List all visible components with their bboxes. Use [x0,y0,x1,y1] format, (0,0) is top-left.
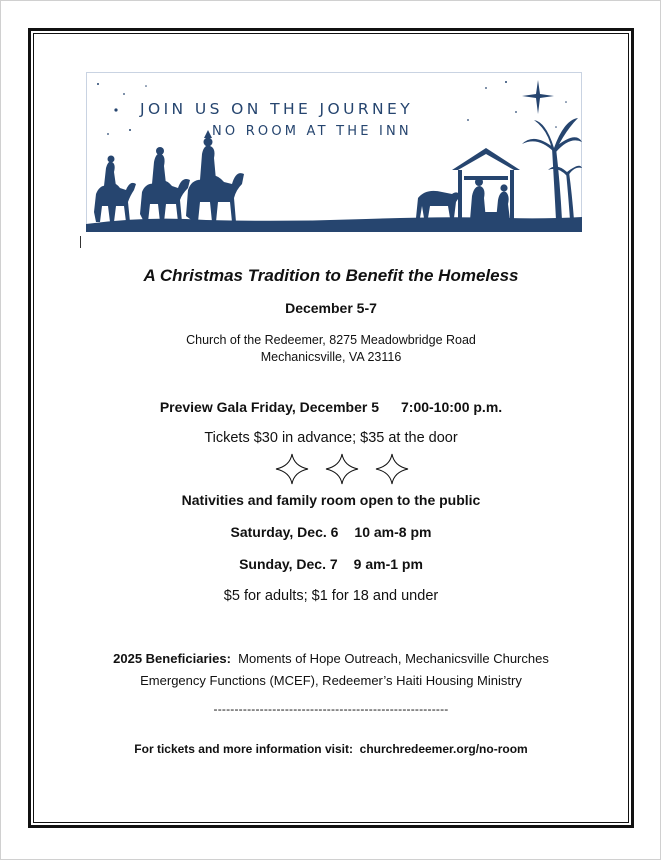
text-cursor [80,236,81,248]
banner-headline: JOIN US ON THE JOURNEY [140,100,414,118]
address-line-1: Church of the Redeemer, 8275 Meadowbridge Road [186,333,476,347]
footer-visit [34,742,628,756]
sunday-time: 9 am-1 pm [353,556,423,572]
gala-time: 7:00-10:00 p.m. [401,399,503,415]
saturday-hours [34,524,628,540]
dashed-divider: -------------------------------------------------------- [213,702,449,716]
sunday-hours [34,556,628,572]
footer-label: For tickets and more information visit: [134,742,353,756]
beneficiaries-list-1: Moments of Hope Outreach, Mechanicsville Churches [238,651,549,666]
beneficiaries-line-2: Emergency Functions (MCEF), Redeemer’s Haiti Housing Ministry [140,673,522,688]
public-heading: Nativities and family room open to the public [181,492,481,508]
saturday-day: Saturday, Dec. 6 [230,524,339,540]
decorative-stars [274,452,410,486]
gala-label: Preview Gala Friday, December 5 [159,399,379,415]
beneficiaries-line-1 [34,651,628,666]
gala-tickets: Tickets $30 in advance; $35 at the door [204,430,458,446]
footer-url[interactable]: churchredeemer.org/no-room [359,742,528,756]
four-point-star-icon [326,454,358,484]
sunday-day: Sunday, Dec. 7 [239,556,338,572]
four-point-star-icon [376,454,408,484]
banner-subheadline: NO ROOM AT THE INN [212,124,412,139]
public-pricing: $5 for adults; $1 for 18 and under [223,588,439,604]
gala-line [34,399,628,415]
nativity-banner [86,72,582,232]
event-dates: December 5-7 [285,300,377,316]
address-line-2: Mechanicsville, VA 23116 [260,350,402,364]
event-title: A Christmas Tradition to Benefit the Homeless [143,266,519,285]
saturday-time: 10 am-8 pm [354,524,432,540]
four-point-star-icon [276,454,308,484]
beneficiaries-label: 2025 Beneficiaries: [113,651,231,666]
